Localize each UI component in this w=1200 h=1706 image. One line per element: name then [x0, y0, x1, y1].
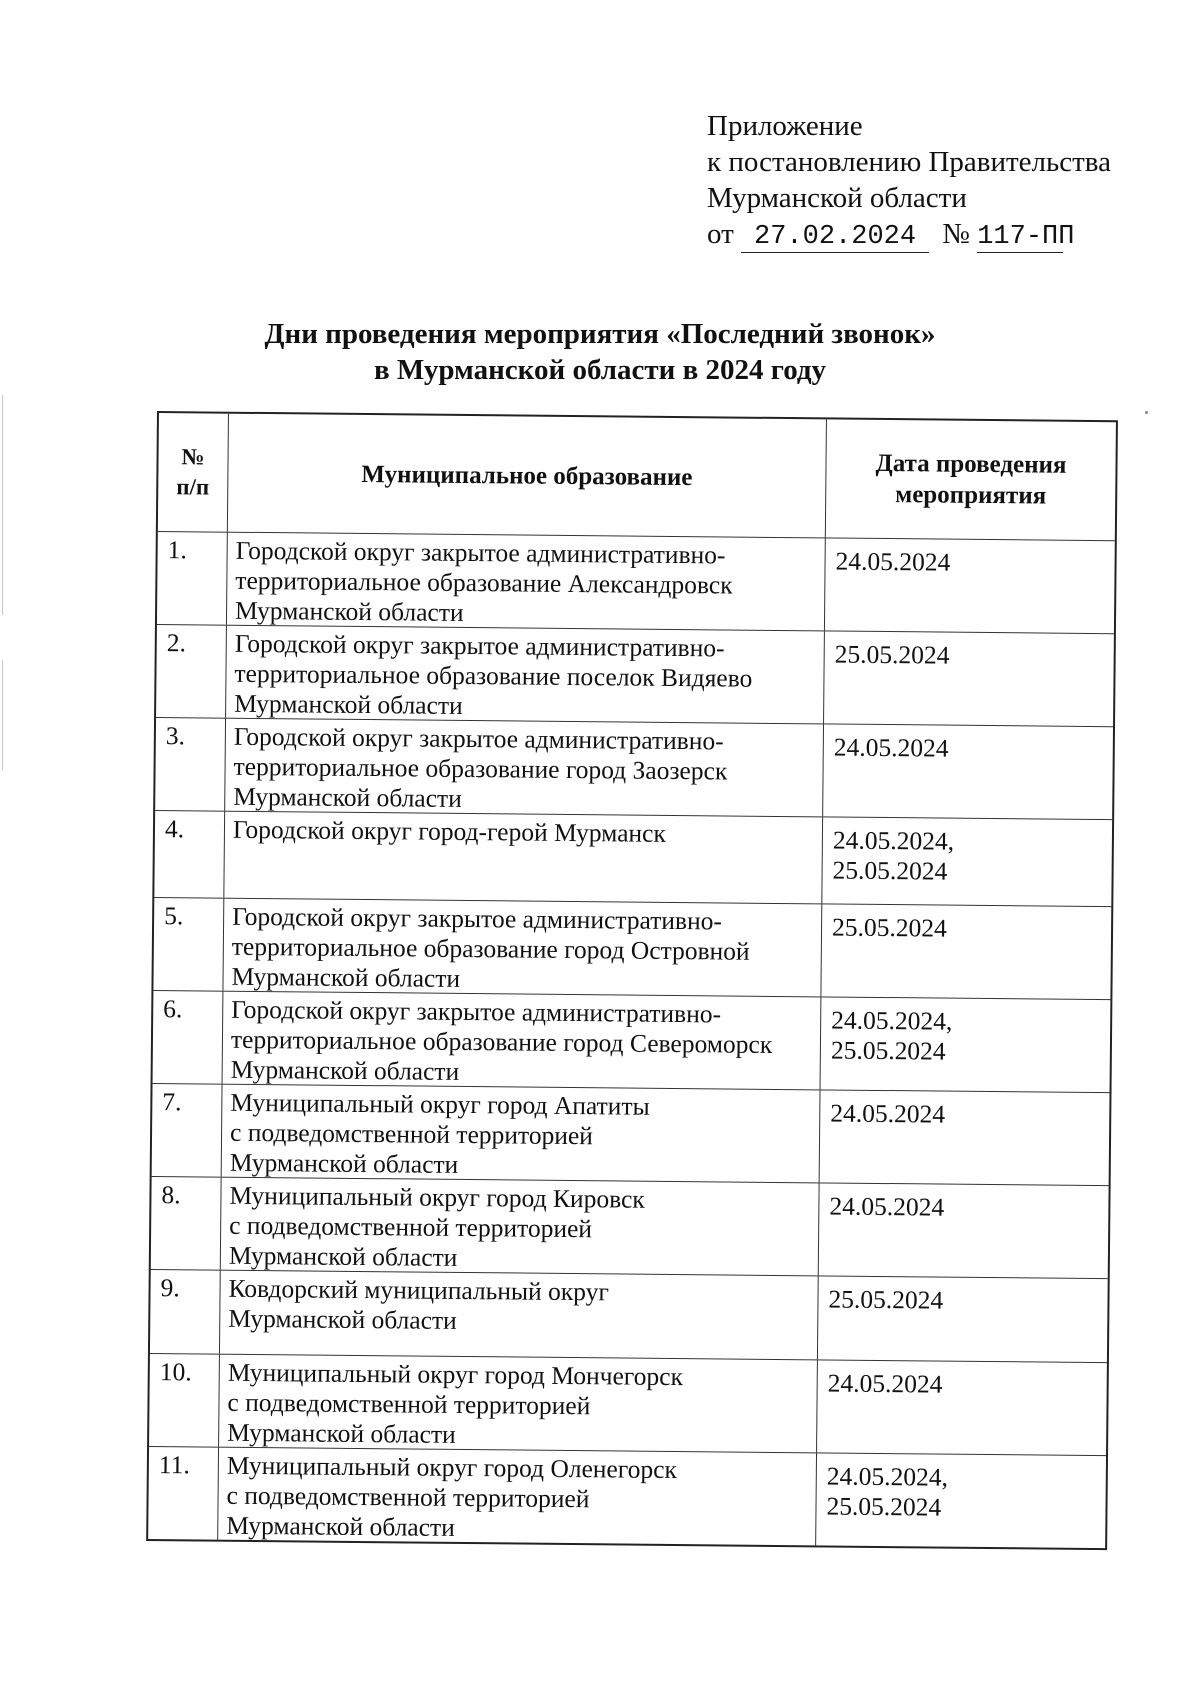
date-cell — [820, 1090, 1110, 1185]
municipality-cell — [222, 1085, 821, 1183]
row-number: 3. — [155, 718, 226, 811]
municipality-cell — [223, 899, 822, 997]
municipality-cell — [225, 719, 824, 817]
municipality-line: Мурманской области — [234, 688, 463, 720]
date-cell — [819, 1183, 1109, 1278]
event-date: 25.05.2024 — [830, 1035, 946, 1066]
event-date: 24.05.2024 — [833, 732, 949, 763]
date-cell — [818, 1276, 1108, 1362]
row-number: 8. — [151, 1177, 222, 1270]
event-date: 25.05.2024 — [826, 1491, 942, 1522]
municipality-line: Городской округ закрытое административно- — [233, 721, 724, 756]
municipality-line: Мурманской области — [234, 595, 464, 627]
municipality-line: Муниципальный округ город Мончегорск — [227, 1357, 684, 1392]
header-num — [158, 413, 229, 532]
table-row — [152, 1083, 1110, 1185]
municipality-cell — [220, 1271, 819, 1360]
event-date: 24.05.2024 — [829, 1191, 945, 1222]
date-cell — [821, 997, 1111, 1092]
municipality-line: Городской округ город-герой Мурманск — [232, 814, 666, 848]
municipality-line: Муниципальный округ город Оленегорск — [226, 1450, 678, 1485]
row-number: 7. — [152, 1084, 223, 1177]
event-date: 24.05.2024, — [832, 825, 955, 856]
municipality-cell — [224, 812, 823, 904]
municipality-cell — [221, 1178, 820, 1276]
municipality-cell — [223, 992, 822, 1090]
resolution-number: 117-ПП — [977, 222, 1075, 252]
table-body — [148, 531, 1115, 1548]
municipality-cell — [218, 1448, 817, 1546]
municipality-line: территориальное образование город Островной — [231, 931, 750, 966]
row-number: 10. — [149, 1354, 220, 1447]
date-prefix: от — [707, 218, 734, 250]
row-number: 6. — [153, 991, 224, 1084]
row-number: 2. — [156, 625, 227, 718]
event-date: 25.05.2024 — [834, 639, 950, 670]
appendix-date-line — [707, 216, 1111, 253]
title-line-2: в Мурманской области в 2024 году — [373, 354, 827, 386]
municipality-line: Мурманской области — [231, 961, 461, 993]
municipality-line: Муниципальный округ город Кировск — [229, 1180, 645, 1214]
municipality-line: Городской округ закрытое административно- — [231, 994, 722, 1029]
municipality-line: Мурманской области — [229, 1147, 459, 1179]
table-row — [149, 1353, 1107, 1455]
date-cell — [816, 1453, 1106, 1548]
event-date: 25.05.2024 — [828, 1284, 944, 1315]
date-cell — [821, 904, 1111, 999]
number-prefix: № — [942, 218, 970, 250]
municipality-line: Городской округ закрытое административно- — [234, 628, 725, 663]
municipality-line: Мурманской области — [228, 1303, 457, 1335]
scan-speck — [1145, 411, 1148, 414]
date-cell — [825, 538, 1115, 633]
row-number: 5. — [153, 898, 224, 991]
header-date — [826, 419, 1116, 540]
table-row — [154, 810, 1112, 906]
row-number: 9. — [150, 1270, 221, 1354]
table-header-row — [158, 413, 1116, 540]
table-row — [157, 531, 1115, 633]
municipality-line: с подведомственной территорией — [227, 1387, 591, 1421]
municipality-line: Мурманской области — [233, 781, 462, 813]
municipality-line: Городской округ закрытое административно- — [235, 535, 726, 570]
appendix-block — [707, 108, 1111, 253]
municipality-line: Городской округ закрытое административно- — [232, 901, 723, 936]
municipality-line: территориальное образование Александровск — [235, 565, 733, 600]
row-number: 4. — [154, 811, 225, 898]
event-date: 24.05.2024 — [835, 546, 951, 577]
events-table — [146, 411, 1118, 1550]
municipality-line: Муниципальный округ город Апатиты — [230, 1087, 650, 1121]
table-row — [151, 1176, 1109, 1278]
event-date: 25.05.2024 — [831, 912, 947, 943]
row-number: 11. — [148, 1447, 219, 1540]
municipality-line: с подведомственной территорией — [229, 1117, 594, 1151]
municipality-line: территориальное образование город Заозерск — [233, 751, 728, 786]
event-date: 24.05.2024, — [831, 1005, 953, 1036]
municipality-line: с подведомственной территорией — [226, 1480, 590, 1514]
header-date-label: Дата проведения мероприятия — [875, 449, 1067, 510]
table-row — [155, 717, 1113, 819]
date-cell — [817, 1360, 1107, 1455]
municipality-line: Мурманской области — [226, 1510, 455, 1542]
municipality-line: Мурманской области — [228, 1240, 458, 1272]
date-cell — [822, 817, 1112, 906]
municipality-cell — [227, 533, 826, 631]
table-row — [153, 990, 1111, 1092]
municipality-line: территориальное образование город Североморск — [230, 1024, 773, 1059]
document-title — [0, 316, 1200, 388]
event-date: 24.05.2024 — [827, 1368, 943, 1399]
appendix-line-1: Приложение — [707, 110, 863, 142]
municipality-cell — [219, 1355, 818, 1453]
municipality-line: Мурманской области — [230, 1054, 460, 1086]
scan-edge-line — [2, 395, 3, 615]
date-cell — [823, 724, 1113, 819]
header-municipality-label: Муниципальное образование — [361, 460, 693, 491]
appendix-line-3: Мурманской области — [707, 182, 967, 214]
municipality-line: Ковдорский муниципальный округ — [228, 1273, 610, 1307]
municipality-line: Мурманской области — [227, 1417, 456, 1449]
municipality-line: с подведомственной территорией — [229, 1210, 593, 1244]
table-row — [153, 897, 1111, 999]
scan-edge-line — [2, 660, 3, 770]
appendix-line-2: к постановлению Правительства — [707, 146, 1111, 178]
row-number: 1. — [157, 532, 228, 625]
date-cell — [824, 631, 1114, 726]
header-municipality — [228, 414, 827, 538]
event-date: 25.05.2024 — [832, 855, 948, 886]
table-row — [156, 624, 1114, 726]
event-date: 24.05.2024, — [826, 1461, 949, 1492]
header-num-label: № п/п — [176, 444, 210, 500]
municipality-cell — [226, 626, 825, 724]
municipality-line: территориальное образование поселок Видяево — [234, 658, 753, 693]
resolution-date: 27.02.2024 — [741, 222, 929, 253]
table-row — [150, 1269, 1108, 1362]
event-date: 24.05.2024 — [830, 1098, 946, 1129]
title-line-1: Дни проведения мероприятия «Последний звонок» — [264, 318, 936, 350]
table-row — [148, 1446, 1106, 1548]
